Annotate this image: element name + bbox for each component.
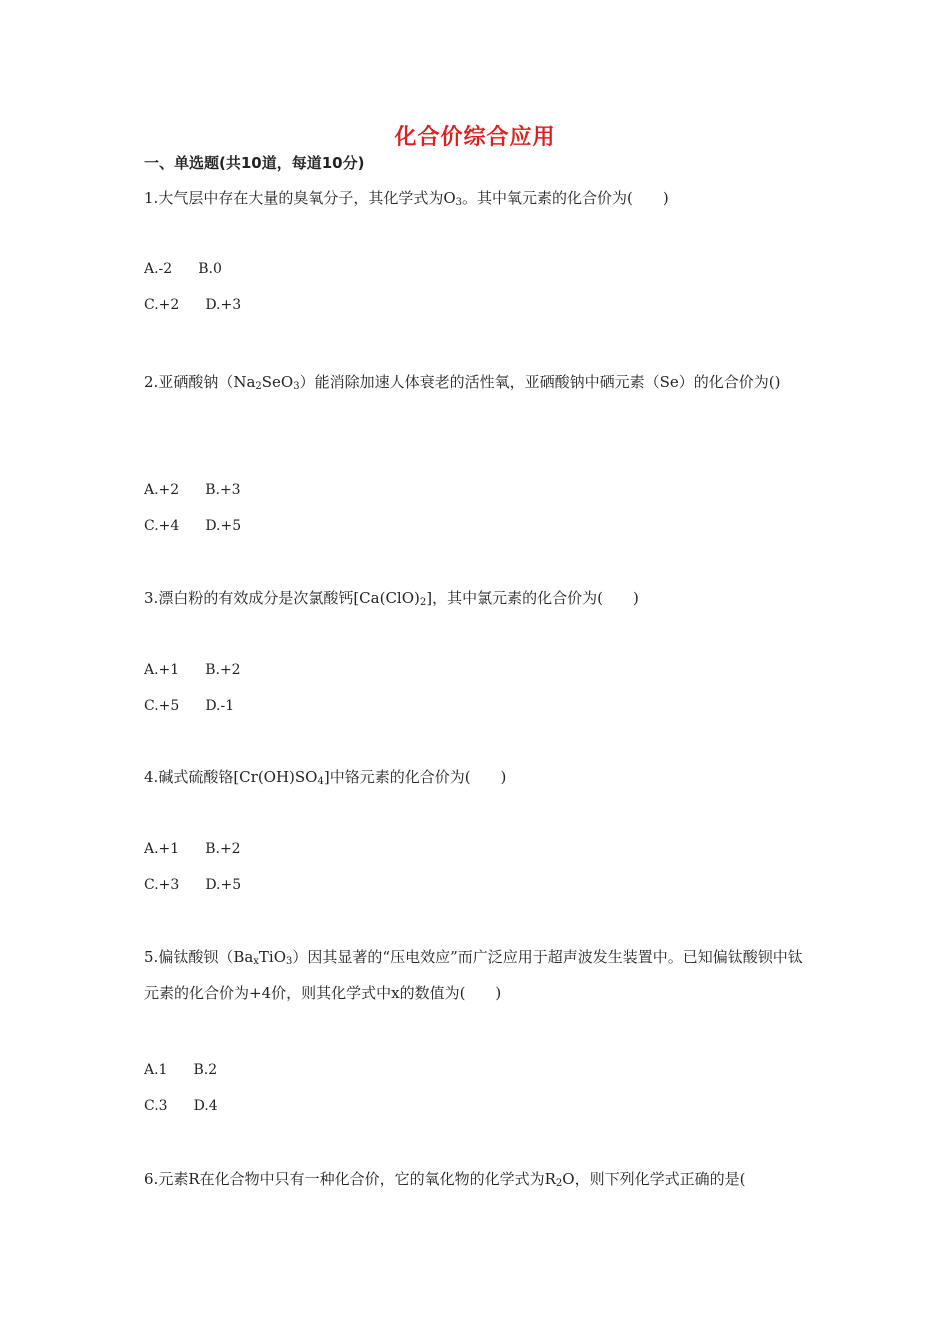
option-d: D.+5 [205, 877, 242, 893]
subscript: 4 [317, 776, 324, 787]
question-number: 2. [144, 373, 159, 391]
question-text: ）能消除加速人体衰老的活性氧，亚硒酸钠中硒元素（Se）的化合价为( [299, 373, 775, 391]
option-d: D.-1 [205, 698, 235, 714]
question-number: 5. [144, 948, 159, 966]
question-number: 4. [144, 768, 159, 786]
option-c: C.3 [144, 1098, 168, 1114]
question-text: 漂白粉的有效成分是次氯酸钙[Ca(ClO) [158, 589, 420, 607]
question-text: ]中铬元素的化合价为( ) [323, 768, 507, 786]
option-b: B.+2 [205, 841, 241, 857]
options-row [144, 698, 234, 714]
option-c: C.+4 [144, 518, 180, 534]
options-row [144, 1062, 217, 1078]
section-heading: 一、单选题(共10道，每道10分) [144, 154, 365, 172]
question-text: TiO [258, 948, 287, 966]
question-3 [144, 580, 814, 616]
subscript: 3 [286, 956, 293, 967]
question-number: 6. [144, 1170, 159, 1188]
option-a: A.1 [144, 1062, 168, 1078]
options-row [144, 841, 241, 857]
question-text: 亚硒酸钠（Na [158, 373, 256, 391]
option-b: B.0 [198, 261, 222, 277]
options-row [144, 297, 241, 313]
question-5 [144, 939, 814, 1011]
question-text: 碱式硫酸铬[Cr(OH)SO [158, 768, 318, 786]
question-4 [144, 759, 814, 795]
options-row [144, 261, 222, 277]
subscript: 2 [555, 1178, 563, 1189]
option-d: D.+5 [205, 518, 242, 534]
question-2 [144, 364, 814, 400]
question-1 [144, 180, 814, 216]
option-b: B.+3 [205, 482, 241, 498]
option-c: C.+3 [144, 877, 180, 893]
question-number: 3. [144, 589, 159, 607]
question-text: 。其中氧元素的化合价为( ) [462, 189, 669, 207]
subscript: x [253, 956, 259, 967]
question-text: SeO [261, 373, 294, 391]
options-row [144, 482, 241, 498]
option-d: D.+3 [205, 297, 242, 313]
question-text: 大气层中存在大量的臭氧分子，其化学式为O [158, 189, 456, 207]
options-row [144, 1098, 218, 1114]
subscript: 2 [255, 381, 262, 392]
option-d: D.4 [193, 1098, 218, 1114]
option-a: A.+1 [144, 662, 180, 678]
option-c: C.+5 [144, 698, 180, 714]
option-b: B.+2 [205, 662, 241, 678]
option-b: B.2 [193, 1062, 218, 1078]
option-a: A.-2 [144, 261, 173, 277]
question-number: 1. [144, 189, 159, 207]
question-text: ）因其显著的“压电效应”而广泛应用于超声波发生装置中。已知偏钛酸钡中钛元素的化合价为+4价，则其化学式中x的数值为( ) [144, 948, 803, 1002]
options-row [144, 877, 241, 893]
option-a: A.+1 [144, 841, 180, 857]
option-c: C.+2 [144, 297, 180, 313]
subscript: 2 [419, 597, 427, 608]
question-6 [144, 1161, 814, 1197]
options-row [144, 518, 241, 534]
question-text: 元素R在化合物中只有一种化合价，它的氧化物的化学式为R [158, 1170, 556, 1188]
question-text: O，则下列化学式正确的是( [562, 1170, 746, 1188]
question-text: ]，其中氯元素的化合价为( ) [426, 589, 639, 607]
page-title: 化合价综合应用 [394, 125, 556, 150]
option-a: A.+2 [144, 482, 180, 498]
question-text: 偏钛酸钡（Ba [158, 948, 254, 966]
question-text: ) [774, 373, 781, 391]
subscript: 3 [293, 381, 300, 392]
subscript: 3 [455, 197, 462, 208]
options-row [144, 662, 241, 678]
